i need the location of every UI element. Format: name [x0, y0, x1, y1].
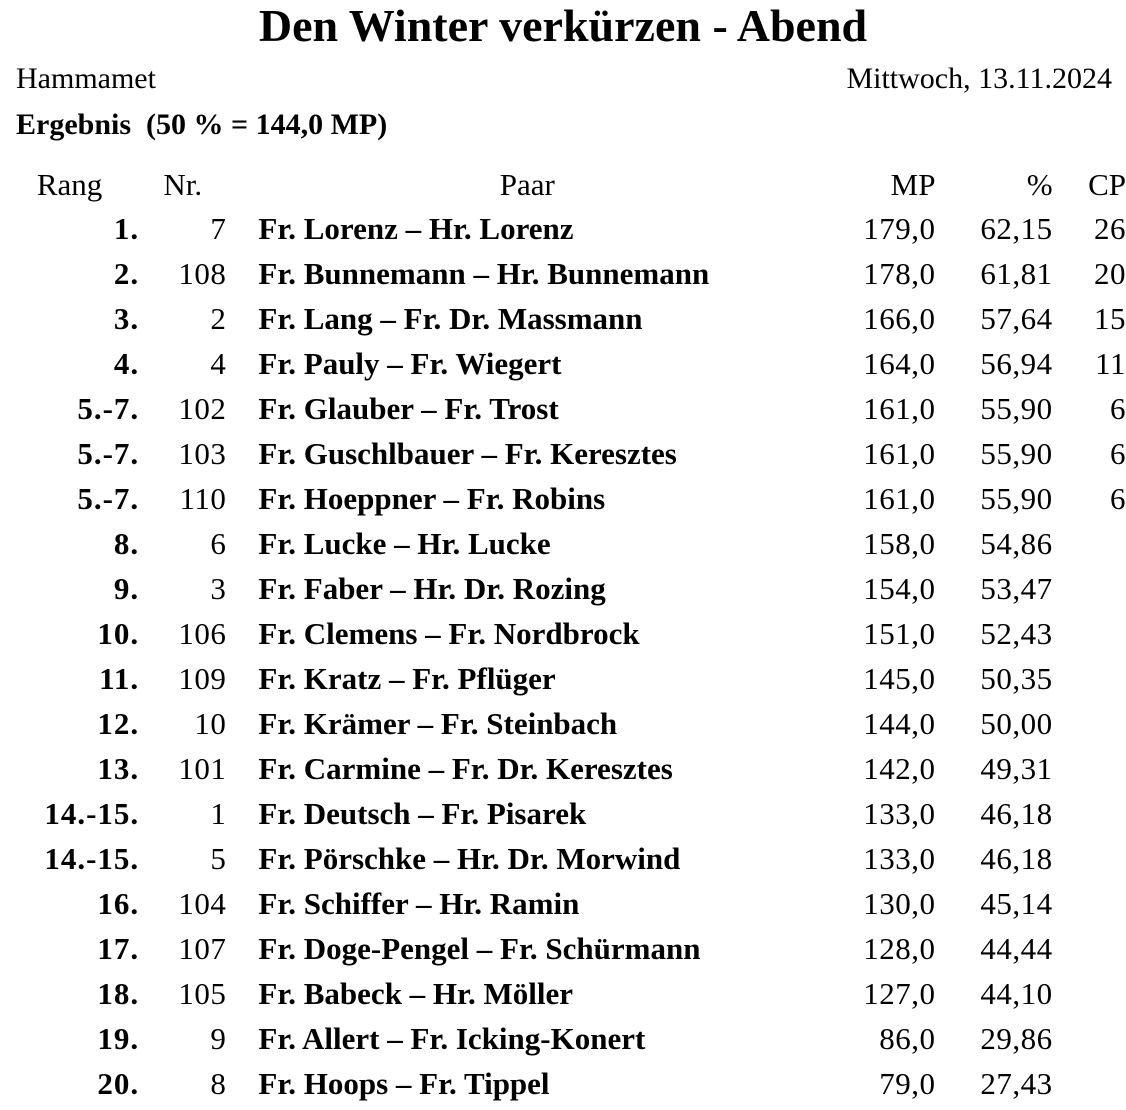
matchpoints-cell: 158,0 [863, 526, 936, 561]
pair-number-cell: 5 [210, 841, 227, 876]
matchpoints-cell: 154,0 [863, 571, 936, 606]
rank-cell: 5.-7. [77, 391, 140, 426]
rank-cell: 9. [113, 571, 140, 606]
pair-names-cell: Fr. Pauly – Fr. Wiegert [258, 346, 562, 381]
matchpoints-cell: 142,0 [863, 751, 936, 786]
clubpoints-cell [1053, 971, 1126, 1016]
pair-number-cell: 10 [194, 706, 227, 741]
column-header-nr: Nr. [163, 167, 203, 202]
table-row [0, 386, 1126, 431]
pair-names-cell: Fr. Hoops – Fr. Tippel [258, 1066, 550, 1101]
percent-cell: 62,15 [980, 211, 1053, 246]
table-row [0, 296, 1126, 341]
clubpoints-cell [1053, 836, 1126, 881]
pair-names-cell: Fr. Carmine – Fr. Dr. Keresztes [258, 751, 673, 786]
pair-number-cell: 8 [210, 1066, 227, 1101]
pair-number-cell: 6 [210, 526, 227, 561]
percent-cell: 61,81 [980, 256, 1053, 291]
pair-names-cell: Fr. Allert – Fr. Icking-Konert [258, 1021, 646, 1056]
pair-number-cell: 109 [178, 661, 227, 696]
pair-names-cell: Fr. Kratz – Fr. Pflüger [258, 661, 556, 696]
percent-cell: 57,64 [980, 301, 1053, 336]
percent-cell: 44,44 [980, 931, 1053, 966]
rank-cell: 5.-7. [77, 436, 140, 471]
rank-cell: 14.-15. [44, 796, 140, 831]
pair-number-cell: 9 [210, 1021, 227, 1056]
matchpoints-cell: 145,0 [863, 661, 936, 696]
table-row [0, 566, 1126, 611]
table-row [0, 1061, 1126, 1106]
rank-cell: 13. [97, 751, 140, 786]
results-header-row [0, 164, 1126, 206]
rank-cell: 12. [97, 706, 140, 741]
pair-number-cell: 103 [178, 436, 227, 471]
clubpoints-cell [1053, 611, 1126, 656]
rank-cell: 16. [97, 886, 140, 921]
pair-names-cell: Fr. Hoeppner – Fr. Robins [258, 481, 606, 516]
rank-cell: 10. [97, 616, 140, 651]
rank-cell: 1. [113, 211, 140, 246]
percent-cell: 29,86 [980, 1021, 1053, 1056]
pair-number-cell: 7 [210, 211, 227, 246]
matchpoints-cell: 127,0 [863, 976, 936, 1011]
matchpoints-cell: 161,0 [863, 391, 936, 426]
page-title: Den Winter verkürzen - Abend [258, 0, 868, 51]
rank-cell: 2. [113, 256, 140, 291]
pair-names-cell: Fr. Lorenz – Hr. Lorenz [258, 211, 574, 246]
pair-names-cell: Fr. Clemens – Fr. Nordbrock [258, 616, 640, 651]
clubpoints-cell: 6 [1110, 481, 1126, 516]
clubpoints-cell [1053, 881, 1126, 926]
clubpoints-cell [1053, 1016, 1126, 1061]
clubpoints-cell [1053, 791, 1126, 836]
pair-names-cell: Fr. Schiffer – Hr. Ramin [258, 886, 580, 921]
clubpoints-cell [1053, 701, 1126, 746]
matchpoints-cell: 130,0 [863, 886, 936, 921]
table-row [0, 701, 1126, 746]
percent-cell: 50,00 [980, 706, 1053, 741]
pair-number-cell: 4 [210, 346, 227, 381]
rank-cell: 3. [113, 301, 140, 336]
table-row [0, 971, 1126, 1016]
matchpoints-cell: 79,0 [879, 1066, 936, 1101]
clubpoints-cell: 20 [1094, 256, 1126, 291]
pair-number-cell: 2 [210, 301, 227, 336]
result-note: (50 % = 144,0 MP) [146, 108, 388, 141]
rank-cell: 20. [97, 1066, 140, 1101]
percent-cell: 49,31 [980, 751, 1053, 786]
clubpoints-cell [1053, 1061, 1126, 1106]
table-row [0, 1016, 1126, 1061]
percent-cell: 55,90 [980, 391, 1053, 426]
clubpoints-cell [1053, 656, 1126, 701]
matchpoints-cell: 161,0 [863, 436, 936, 471]
matchpoints-cell: 151,0 [863, 616, 936, 651]
rank-cell: 5.-7. [77, 481, 140, 516]
rank-cell: 19. [97, 1021, 140, 1056]
matchpoints-cell: 128,0 [863, 931, 936, 966]
pair-names-cell: Fr. Doge-Pengel – Fr. Schürmann [258, 931, 701, 966]
rank-cell: 11. [99, 661, 140, 696]
results-table [0, 164, 1126, 1106]
result-label: Ergebnis [16, 108, 132, 141]
matchpoints-cell: 86,0 [879, 1021, 936, 1056]
pair-names-cell: Fr. Lang – Fr. Dr. Massmann [258, 301, 643, 336]
pair-names-cell: Fr. Babeck – Hr. Möller [258, 976, 573, 1011]
pair-names-cell: Fr. Lucke – Hr. Lucke [258, 526, 551, 561]
pair-number-cell: 107 [178, 931, 227, 966]
pair-number-cell: 110 [179, 481, 227, 516]
percent-cell: 53,47 [980, 571, 1053, 606]
clubpoints-cell: 26 [1094, 211, 1126, 246]
table-row [0, 611, 1126, 656]
matchpoints-cell: 144,0 [863, 706, 936, 741]
table-row [0, 881, 1126, 926]
results-body [0, 206, 1126, 1106]
table-row [0, 206, 1126, 251]
venue-label: Hammamet [16, 62, 156, 95]
pair-number-cell: 102 [178, 391, 227, 426]
rank-cell: 18. [97, 976, 140, 1011]
matchpoints-cell: 164,0 [863, 346, 936, 381]
rank-cell: 8. [113, 526, 140, 561]
percent-cell: 55,90 [980, 481, 1053, 516]
column-header-mp: MP [890, 167, 936, 202]
rank-cell: 4. [113, 346, 140, 381]
matchpoints-cell: 166,0 [863, 301, 936, 336]
clubpoints-cell: 6 [1110, 391, 1126, 426]
column-header-rang: Rang [36, 167, 103, 202]
table-row [0, 431, 1126, 476]
percent-cell: 27,43 [980, 1066, 1053, 1101]
clubpoints-cell [1053, 926, 1126, 971]
pair-names-cell: Fr. Faber – Hr. Dr. Rozing [258, 571, 606, 606]
table-row [0, 746, 1126, 791]
table-row [0, 791, 1126, 836]
matchpoints-cell: 161,0 [863, 481, 936, 516]
percent-cell: 44,10 [980, 976, 1053, 1011]
pair-number-cell: 105 [178, 976, 227, 1011]
pair-number-cell: 101 [178, 751, 227, 786]
table-row [0, 341, 1126, 386]
pair-number-cell: 106 [178, 616, 227, 651]
percent-cell: 46,18 [980, 841, 1053, 876]
table-row [0, 926, 1126, 971]
clubpoints-cell [1053, 521, 1126, 566]
clubpoints-cell [1053, 746, 1126, 791]
clubpoints-cell: 15 [1094, 301, 1126, 336]
clubpoints-cell: 11 [1095, 346, 1126, 381]
pair-number-cell: 3 [210, 571, 227, 606]
table-row [0, 251, 1126, 296]
percent-cell: 50,35 [980, 661, 1053, 696]
clubpoints-cell [1053, 566, 1126, 611]
matchpoints-cell: 179,0 [863, 211, 936, 246]
pair-names-cell: Fr. Guschlbauer – Fr. Keresztes [258, 436, 677, 471]
table-row [0, 836, 1126, 881]
rank-cell: 14.-15. [44, 841, 140, 876]
result-summary [16, 106, 387, 144]
matchpoints-cell: 133,0 [863, 796, 936, 831]
percent-cell: 55,90 [980, 436, 1053, 471]
column-header-cp: CP [1088, 167, 1126, 202]
pair-number-cell: 104 [178, 886, 227, 921]
percent-cell: 54,86 [980, 526, 1053, 561]
pair-number-cell: 108 [178, 256, 227, 291]
matchpoints-cell: 178,0 [863, 256, 936, 291]
table-row [0, 521, 1126, 566]
pair-names-cell: Fr. Krämer – Fr. Steinbach [258, 706, 618, 741]
pair-names-cell: Fr. Glauber – Fr. Trost [258, 391, 559, 426]
column-header-paar: Paar [499, 167, 555, 202]
column-header-percent: % [1026, 167, 1053, 202]
matchpoints-cell: 133,0 [863, 841, 936, 876]
pair-names-cell: Fr. Deutsch – Fr. Pisarek [258, 796, 587, 831]
percent-cell: 52,43 [980, 616, 1053, 651]
event-date: Mittwoch, 13.11.2024 [846, 62, 1112, 95]
table-row [0, 476, 1126, 521]
percent-cell: 56,94 [980, 346, 1053, 381]
pair-names-cell: Fr. Pörschke – Hr. Dr. Morwind [258, 841, 681, 876]
pair-names-cell: Fr. Bunnemann – Hr. Bunnemann [258, 256, 710, 291]
clubpoints-cell: 6 [1110, 436, 1126, 471]
percent-cell: 45,14 [980, 886, 1053, 921]
percent-cell: 46,18 [980, 796, 1053, 831]
table-row [0, 656, 1126, 701]
pair-number-cell: 1 [210, 796, 227, 831]
rank-cell: 17. [97, 931, 140, 966]
